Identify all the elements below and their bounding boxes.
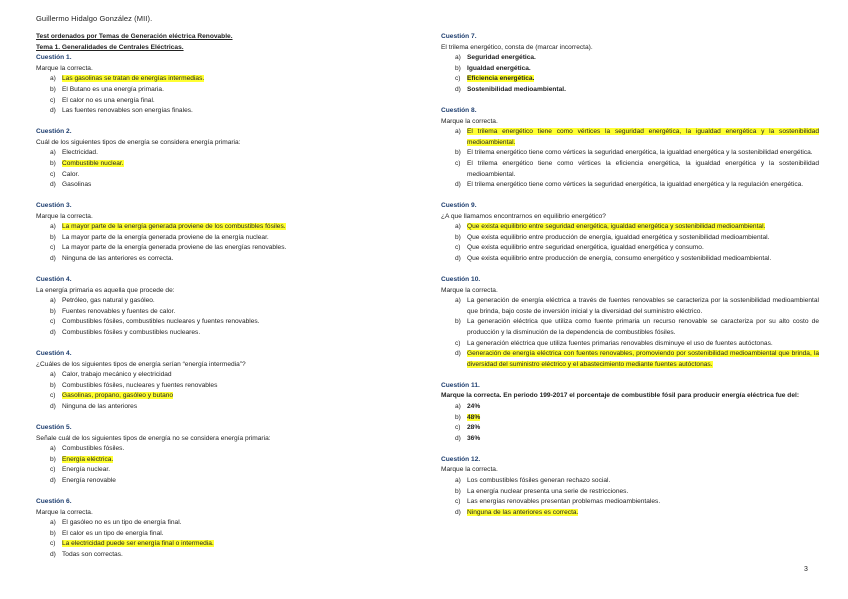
question-block xyxy=(441,106,819,191)
answer-option xyxy=(36,254,428,265)
option-text: La generación de energía eléctrica a través de fuentes renovables se caracteriza por la sostenibilidad medioambiental que brinda, bajo coste de inversión inicial y la diversidad del suministro eléctrico. xyxy=(467,297,819,315)
option-text: El calor es un tipo de energía final. xyxy=(62,529,164,537)
option-text: Fuentes renovables y fuentes de calor. xyxy=(62,307,176,315)
option-text: 36% xyxy=(467,434,481,442)
correct-answer-text: Combustible nuclear. xyxy=(62,159,124,167)
option-letter: b) xyxy=(50,455,56,463)
option-letter: b) xyxy=(455,487,461,495)
answer-option xyxy=(36,539,428,550)
left-column xyxy=(36,32,428,560)
question-stem: La energía primaria es aquella que procede de: xyxy=(36,286,175,294)
answer-option xyxy=(36,550,428,561)
question-title: Cuestión 8. xyxy=(441,106,477,114)
option-letter: b) xyxy=(455,149,461,157)
option-text: La generación eléctrica que utiliza como fuente primaria un recurso renovable se caracteriza por su alto costo de producción y la disminución de la dependencia de combustibles fósiles. xyxy=(467,318,819,337)
option-text: Combustibles fósiles y combustibles nucleares. xyxy=(62,329,201,337)
option-text: Calor. xyxy=(62,170,80,178)
answer-option xyxy=(441,497,819,508)
option-letter: a) xyxy=(455,297,461,305)
answer-option xyxy=(36,170,428,181)
option-text: El Butano es una energía primaria. xyxy=(62,85,164,93)
answer-option xyxy=(441,339,819,350)
question-block xyxy=(36,127,428,191)
question-stem: Marque la correcta. xyxy=(441,117,498,125)
option-letter: c) xyxy=(455,159,461,167)
option-text: Las energías renovables presentan problemas medioambientales. xyxy=(467,498,661,506)
answer-option xyxy=(36,96,428,107)
page-number: 3 xyxy=(804,566,808,573)
answer-option xyxy=(36,455,428,466)
option-letter: d) xyxy=(50,255,56,263)
option-letter: c) xyxy=(455,244,461,252)
option-letter: d) xyxy=(455,85,461,93)
option-text: 24% xyxy=(467,402,481,410)
option-text: Que exista equilibrio entre producción de energía, consumo energético y sostenibilidad medioambiental. xyxy=(467,255,772,263)
answer-option xyxy=(441,53,819,64)
option-letter: d) xyxy=(455,181,461,189)
option-text: El trilema energético tiene como vértices la seguridad energética, la igualdad energética y la sostenibilidad energética. xyxy=(467,149,813,157)
answer-option xyxy=(36,370,428,381)
option-letter: c) xyxy=(50,96,56,104)
answer-option xyxy=(441,296,819,317)
option-text: Los combustibles fósiles generan rechazo social. xyxy=(467,476,611,484)
option-text: Petróleo, gas natural y gasóleo. xyxy=(62,297,155,305)
answer-option xyxy=(36,518,428,529)
author-line: Guillermo Hidalgo González (MII). xyxy=(36,14,153,23)
correct-answer-text: Generación de energía eléctrica con fuentes renovables, promoviendo por sostenibilidad medioambiental que brinda, la diversidad del suministro eléctrico y el abastecimiento mediante fuentes autóctonas. xyxy=(467,350,819,368)
answer-option xyxy=(36,296,428,307)
question-title: Cuestión 3. xyxy=(36,202,72,210)
option-letter: c) xyxy=(455,498,461,506)
answer-option xyxy=(36,222,428,233)
option-letter: d) xyxy=(50,550,56,558)
option-letter: b) xyxy=(455,233,461,241)
question-title: Cuestión 1. xyxy=(36,54,72,62)
option-letter: a) xyxy=(455,476,461,484)
option-text: Las fuentes renovables son energías finales. xyxy=(62,107,193,115)
option-letter: c) xyxy=(455,339,461,347)
question-title: Cuestión 12. xyxy=(441,455,481,463)
option-letter: a) xyxy=(455,402,461,410)
option-letter: b) xyxy=(50,85,56,93)
question-stem: El trilema energético, consta de (marcar incorrecta). xyxy=(441,43,593,51)
question-stem: Marque la correcta. xyxy=(441,466,498,474)
answer-option xyxy=(441,64,819,75)
question-block xyxy=(441,275,819,370)
question-block xyxy=(36,53,428,117)
option-text: La mayor parte de la energía generada proviene de la energía nuclear. xyxy=(62,233,269,241)
option-text: Combustibles fósiles, nucleares y fuentes renovables xyxy=(62,381,218,389)
answer-option xyxy=(441,243,819,254)
answer-option xyxy=(36,106,428,117)
answer-option xyxy=(441,317,819,338)
option-letter: c) xyxy=(455,424,461,432)
option-text: Que exista equilibrio entre seguridad energética, igualdad energética y consumo. xyxy=(467,244,704,252)
option-letter: b) xyxy=(50,381,56,389)
question-title: Cuestión 2. xyxy=(36,128,72,136)
answer-option xyxy=(36,328,428,339)
question-block xyxy=(36,275,428,339)
question-stem: Marque la correcta. xyxy=(36,212,93,220)
answer-option xyxy=(36,159,428,170)
option-letter: d) xyxy=(50,107,56,115)
option-letter: a) xyxy=(455,223,461,231)
question-block xyxy=(441,455,819,519)
answer-option xyxy=(441,349,819,370)
question-stem: Señale cuál de los siguientes tipos de energía no se considera energía primaria: xyxy=(36,434,271,442)
option-letter: b) xyxy=(455,413,461,421)
option-letter: d) xyxy=(50,402,56,410)
option-letter: a) xyxy=(50,371,56,379)
answer-option xyxy=(441,402,819,413)
answer-option xyxy=(441,180,819,191)
option-letter: c) xyxy=(50,170,56,178)
question-title: Cuestión 4. xyxy=(36,276,72,284)
question-block xyxy=(36,201,428,265)
option-text: Electricidad. xyxy=(62,149,98,157)
option-text: Que exista equilibrio entre producción de energía, igualdad energética y sostenibilidad medioambiental. xyxy=(467,233,770,241)
option-letter: c) xyxy=(50,318,56,326)
correct-answer-text: 48% xyxy=(467,413,481,421)
option-text: Combustibles fósiles. xyxy=(62,445,125,453)
correct-answer-text: La electricidad puede ser energía final o intermedia. xyxy=(62,540,214,548)
option-letter: d) xyxy=(50,329,56,337)
answer-option xyxy=(36,381,428,392)
answer-option xyxy=(36,465,428,476)
answer-option xyxy=(441,74,819,85)
answer-option xyxy=(441,434,819,445)
answer-option xyxy=(36,85,428,96)
answer-option xyxy=(441,476,819,487)
option-text: La generación eléctrica que utiliza fuentes primarias renovables disminuye el uso de fuentes autóctonas. xyxy=(467,339,773,347)
question-stem: Marque la correcta. xyxy=(441,286,498,294)
option-letter: b) xyxy=(455,318,461,326)
option-letter: d) xyxy=(455,255,461,263)
option-text: El calor no es una energía final. xyxy=(62,96,155,104)
option-text: Combustibles fósiles, combustibles nucleares y fuentes renovables. xyxy=(62,318,260,326)
option-text: Ninguna de las anteriores xyxy=(62,402,138,410)
answer-option xyxy=(441,222,819,233)
answer-option xyxy=(441,508,819,519)
answer-option xyxy=(441,159,819,180)
question-stem: ¿A que llamamos encontrarnos en equilibrio energético? xyxy=(441,212,606,220)
answer-option xyxy=(36,233,428,244)
answer-option xyxy=(441,487,819,498)
option-text: Igualdad energética. xyxy=(467,64,531,72)
option-text: El gasóleo no es un tipo de energía final. xyxy=(62,519,182,527)
option-letter: a) xyxy=(50,519,56,527)
option-letter: d) xyxy=(455,434,461,442)
question-stem: Marque la correcta. xyxy=(36,64,93,72)
question-block xyxy=(441,381,819,445)
question-stem: Marque la correcta. xyxy=(36,508,93,516)
option-text: 28% xyxy=(467,424,481,432)
question-stem: Marque la correcta. En periodo 199-2017 el porcentaje de combustible fósil para producir energía eléctrica fue del: xyxy=(441,392,800,400)
right-question-list xyxy=(441,32,819,518)
option-text: Todas son correctas. xyxy=(62,550,123,558)
question-title: Cuestión 7. xyxy=(441,33,477,40)
document-title: Test ordenados por Temas de Generación eléctrica Renovable. xyxy=(36,33,233,40)
option-letter: c) xyxy=(455,75,461,83)
option-text: Energía nuclear. xyxy=(62,466,111,474)
option-letter: b) xyxy=(50,307,56,315)
answer-option xyxy=(36,402,428,413)
answer-option xyxy=(36,148,428,159)
option-text: Ninguna de las anteriores es correcta. xyxy=(62,255,174,263)
option-letter: a) xyxy=(50,445,56,453)
question-stem: Cuál de los siguientes tipos de energía se considera energía primaria: xyxy=(36,138,241,146)
option-text: La mayor parte de la energía generada proviene de las energías renovables. xyxy=(62,244,287,252)
option-letter: b) xyxy=(50,159,56,167)
question-block xyxy=(441,32,819,96)
correct-answer-text: Gasolinas, propano, gasóleo y butano xyxy=(62,392,174,400)
option-text: La energía nuclear presenta una serie de restricciones. xyxy=(467,487,629,495)
option-letter: a) xyxy=(455,128,461,136)
question-title: Cuestión 6. xyxy=(36,497,72,505)
correct-answer-text: Ninguna de las anteriores es correcta. xyxy=(467,508,579,516)
question-block xyxy=(441,201,819,265)
answer-option xyxy=(441,413,819,424)
answer-option xyxy=(441,148,819,159)
option-letter: b) xyxy=(50,529,56,537)
option-letter: a) xyxy=(50,149,56,157)
option-letter: c) xyxy=(50,540,56,548)
option-text: Sostenibilidad medioambiental. xyxy=(467,85,566,93)
answer-option xyxy=(36,74,428,85)
option-letter: d) xyxy=(50,476,56,484)
answer-option xyxy=(36,307,428,318)
correct-answer-text: Las gasolinas se tratan de energías intermedias. xyxy=(62,75,205,83)
question-title: Cuestión 11. xyxy=(441,381,480,389)
option-text: Seguridad energética. xyxy=(467,54,536,62)
option-text: El trilema energético tiene como vértices la eficiencia energética, la igualdad energética y la sostenibilidad medioambiental. xyxy=(467,159,819,178)
question-title: Cuestión 10. xyxy=(441,276,481,284)
answer-option xyxy=(36,391,428,402)
option-letter: b) xyxy=(50,233,56,241)
answer-option xyxy=(36,529,428,540)
option-text: El trilema energético tiene como vértices la seguridad energética, la igualdad energética y la regulación energética. xyxy=(467,181,804,189)
answer-option xyxy=(441,85,819,96)
option-letter: d) xyxy=(455,508,461,516)
option-letter: d) xyxy=(455,350,461,358)
option-letter: a) xyxy=(50,75,56,83)
question-title: Cuestión 9. xyxy=(441,202,477,210)
answer-option xyxy=(36,317,428,328)
answer-option xyxy=(36,444,428,455)
correct-answer-text: Eficiencia energética. xyxy=(467,75,535,83)
answer-option xyxy=(441,254,819,265)
correct-answer-text: Que exista equilibrio entre seguridad energética, igualdad energética y sostenibilidad medioambiental. xyxy=(467,223,766,231)
option-letter: c) xyxy=(50,244,56,252)
option-letter: c) xyxy=(50,392,56,400)
right-column xyxy=(441,32,819,518)
answer-option xyxy=(441,233,819,244)
correct-answer-text: Energía eléctrica. xyxy=(62,455,114,463)
option-letter: b) xyxy=(455,64,461,72)
answer-option xyxy=(36,243,428,254)
option-letter: d) xyxy=(50,181,56,189)
correct-answer-text: La mayor parte de la energía generada proviene de los combustibles fósiles. xyxy=(62,223,286,231)
question-title: Cuestión 4. xyxy=(36,350,72,357)
question-stem: ¿Cuáles de los siguientes tipos de energía serían “energía intermedia”? xyxy=(36,360,246,368)
option-text: Energía renovable xyxy=(62,476,116,484)
option-letter: a) xyxy=(50,297,56,305)
option-letter: a) xyxy=(50,223,56,231)
option-text: Calor, trabajo mecánico y electricidad xyxy=(62,371,172,379)
option-text: Gasolinas xyxy=(62,181,92,189)
question-block xyxy=(36,349,428,413)
question-block xyxy=(36,497,428,561)
option-letter: a) xyxy=(455,54,461,62)
question-title: Cuestión 5. xyxy=(36,423,72,431)
answer-option xyxy=(441,127,819,148)
question-block xyxy=(36,423,428,487)
answer-option xyxy=(36,476,428,487)
option-letter: c) xyxy=(50,466,56,474)
answer-option xyxy=(441,423,819,434)
correct-answer-text: El trilema energético tiene como vértices la seguridad energética, la igualdad energética y la sostenibilidad medioambiental. xyxy=(467,128,819,146)
answer-option xyxy=(36,180,428,191)
topic-title: Tema 1. Generalidades de Centrales Eléctricas. xyxy=(36,43,184,51)
left-question-list xyxy=(36,53,428,560)
